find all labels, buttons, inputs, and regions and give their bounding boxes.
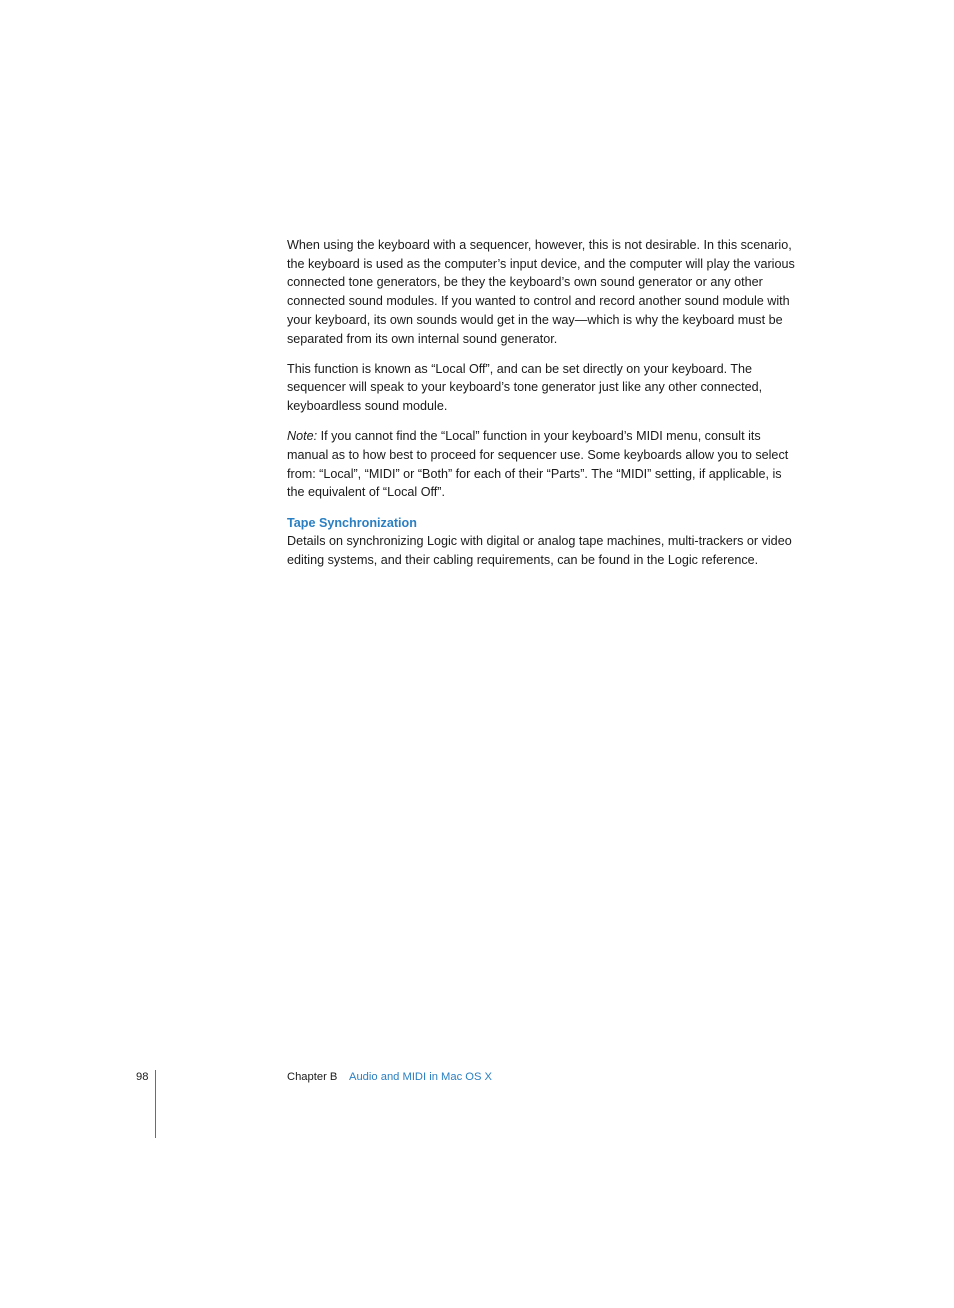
note-paragraph <box>287 427 797 502</box>
body-paragraph: When using the keyboard with a sequencer, however, this is not desirable. In this scenario, the keyboard is used as the computer’s input device, and the computer will play the various connected tone generators, be they the keyboard’s own sound generator or any other connected sound modules. If you wanted to control and record another sound module with your keyboard, its own sounds would get in the way—which is why the keyboard must be separated from its own internal sound generator. <box>287 238 795 346</box>
body-paragraph: This function is known as “Local Off”, and can be set directly on your keyboard. The sequencer will speak to your keyboard’s tone generator just like any other connected, keyboardless sound module. <box>287 361 763 414</box>
note-text: If you cannot find the “Local” function in your keyboard’s MIDI menu, consult its manual as to how best to proceed for sequencer use. Some keyboards allow you to select from: “Local”, “MIDI” or “Both” for each of their “Parts”. The “MIDI” setting, if applicable, is the equivalent of “Local Off”. <box>287 429 789 500</box>
note-label: Note: <box>287 429 318 444</box>
footer-divider <box>155 1070 156 1138</box>
body-paragraph: Details on synchronizing Logic with digital or analog tape machines, multi-trackers or video editing systems, and their cabling requirements, can be found in the Logic reference. <box>287 534 792 568</box>
main-content <box>287 236 797 581</box>
page-footer <box>0 1070 954 1140</box>
section-heading: Tape Synchronization <box>287 515 417 530</box>
chapter-label: Chapter B <box>287 1071 338 1083</box>
page-number: 98 <box>136 1071 149 1083</box>
chapter-title: Audio and MIDI in Mac OS X <box>349 1071 493 1083</box>
